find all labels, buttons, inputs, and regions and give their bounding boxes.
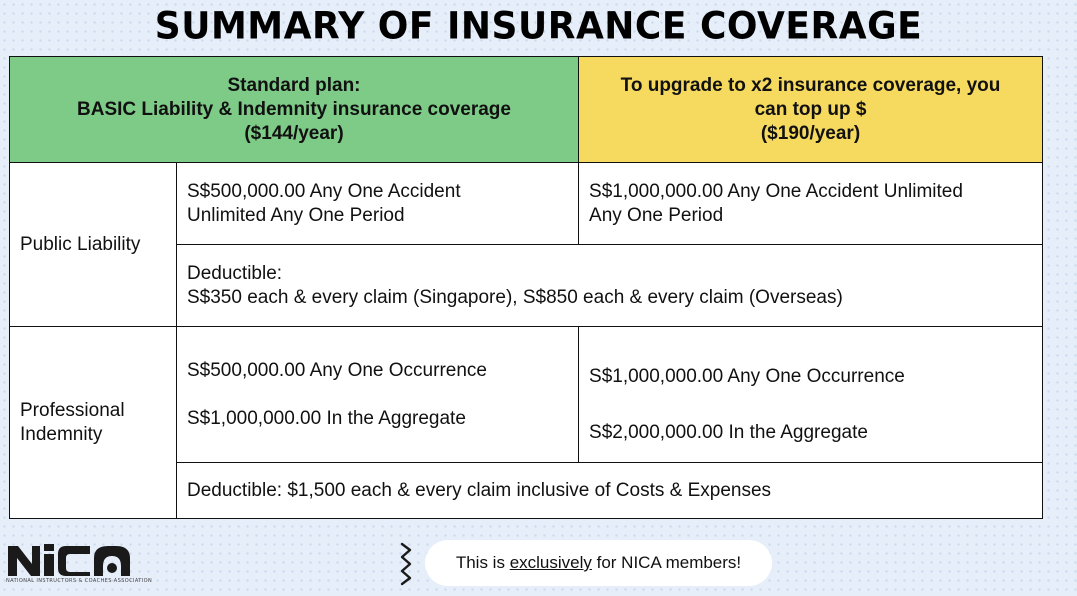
professional-indemnity-deductible: Deductible: $1,500 each & every claim inclusive of Costs & Expenses	[177, 463, 1043, 519]
professional-indemnity-basic-line-1: S$500,000.00 Any One Occurrence	[187, 359, 487, 381]
basic-plan-line-1: Standard plan:	[227, 74, 361, 96]
public-liability-deductible	[177, 245, 1043, 327]
professional-indemnity-label: Professional Indemnity	[10, 327, 177, 519]
squiggle-icon	[396, 540, 416, 588]
professional-indemnity-basic-line-2: S$1,000,000.00 In the Aggregate	[187, 407, 466, 429]
note-prefix: This is	[455, 553, 510, 572]
note-suffix: for NICA members!	[591, 553, 742, 572]
basic-plan-price: ($144/year)	[244, 122, 344, 144]
public-liability-basic	[177, 163, 579, 245]
logo-subtitle: NATIONAL INSTRUCTORS & COACHES ASSOCIATION	[6, 578, 153, 584]
professional-indemnity-basic	[177, 327, 579, 463]
members-only-note	[425, 540, 772, 586]
public-liability-upgrade-line-1: S$1,000,000.00 Any One Accident Unlimited	[589, 180, 963, 202]
professional-indemnity-upgrade-line-2: S$2,000,000.00 In the Aggregate	[589, 421, 868, 443]
coverage-table	[9, 56, 1043, 519]
public-liability-upgrade	[579, 163, 1043, 245]
professional-indemnity-upgrade	[579, 327, 1043, 463]
basic-plan-header	[10, 57, 579, 163]
upgrade-plan-line-2: can top up $	[754, 98, 867, 120]
public-liability-deductible-label: Deductible:	[187, 262, 283, 284]
upgrade-plan-price: ($190/year)	[760, 122, 861, 144]
professional-indemnity-row	[10, 327, 1043, 463]
public-liability-row	[10, 163, 1043, 245]
upgrade-plan-header	[579, 57, 1043, 163]
public-liability-basic-line-2: Unlimited Any One Period	[187, 204, 405, 226]
note-emphasis: exclusively	[509, 553, 592, 572]
basic-plan-line-2: BASIC Liability & Indemnity insurance coverage	[77, 98, 511, 120]
table-header-row	[10, 57, 1043, 163]
public-liability-deductible-value: S$350 each & every claim (Singapore), S$850 each & every claim (Overseas)	[187, 286, 843, 308]
public-liability-label: Public Liability	[10, 163, 177, 327]
professional-indemnity-upgrade-line-1: S$1,000,000.00 Any One Occurrence	[589, 365, 905, 387]
public-liability-basic-line-1: S$500,000.00 Any One Accident	[187, 180, 461, 202]
page-title: SUMMARY OF INSURANCE COVERAGE	[154, 4, 923, 48]
public-liability-upgrade-line-2: Any One Period	[589, 204, 724, 226]
upgrade-plan-line-1: To upgrade to x2 insurance coverage, you	[620, 74, 1001, 96]
